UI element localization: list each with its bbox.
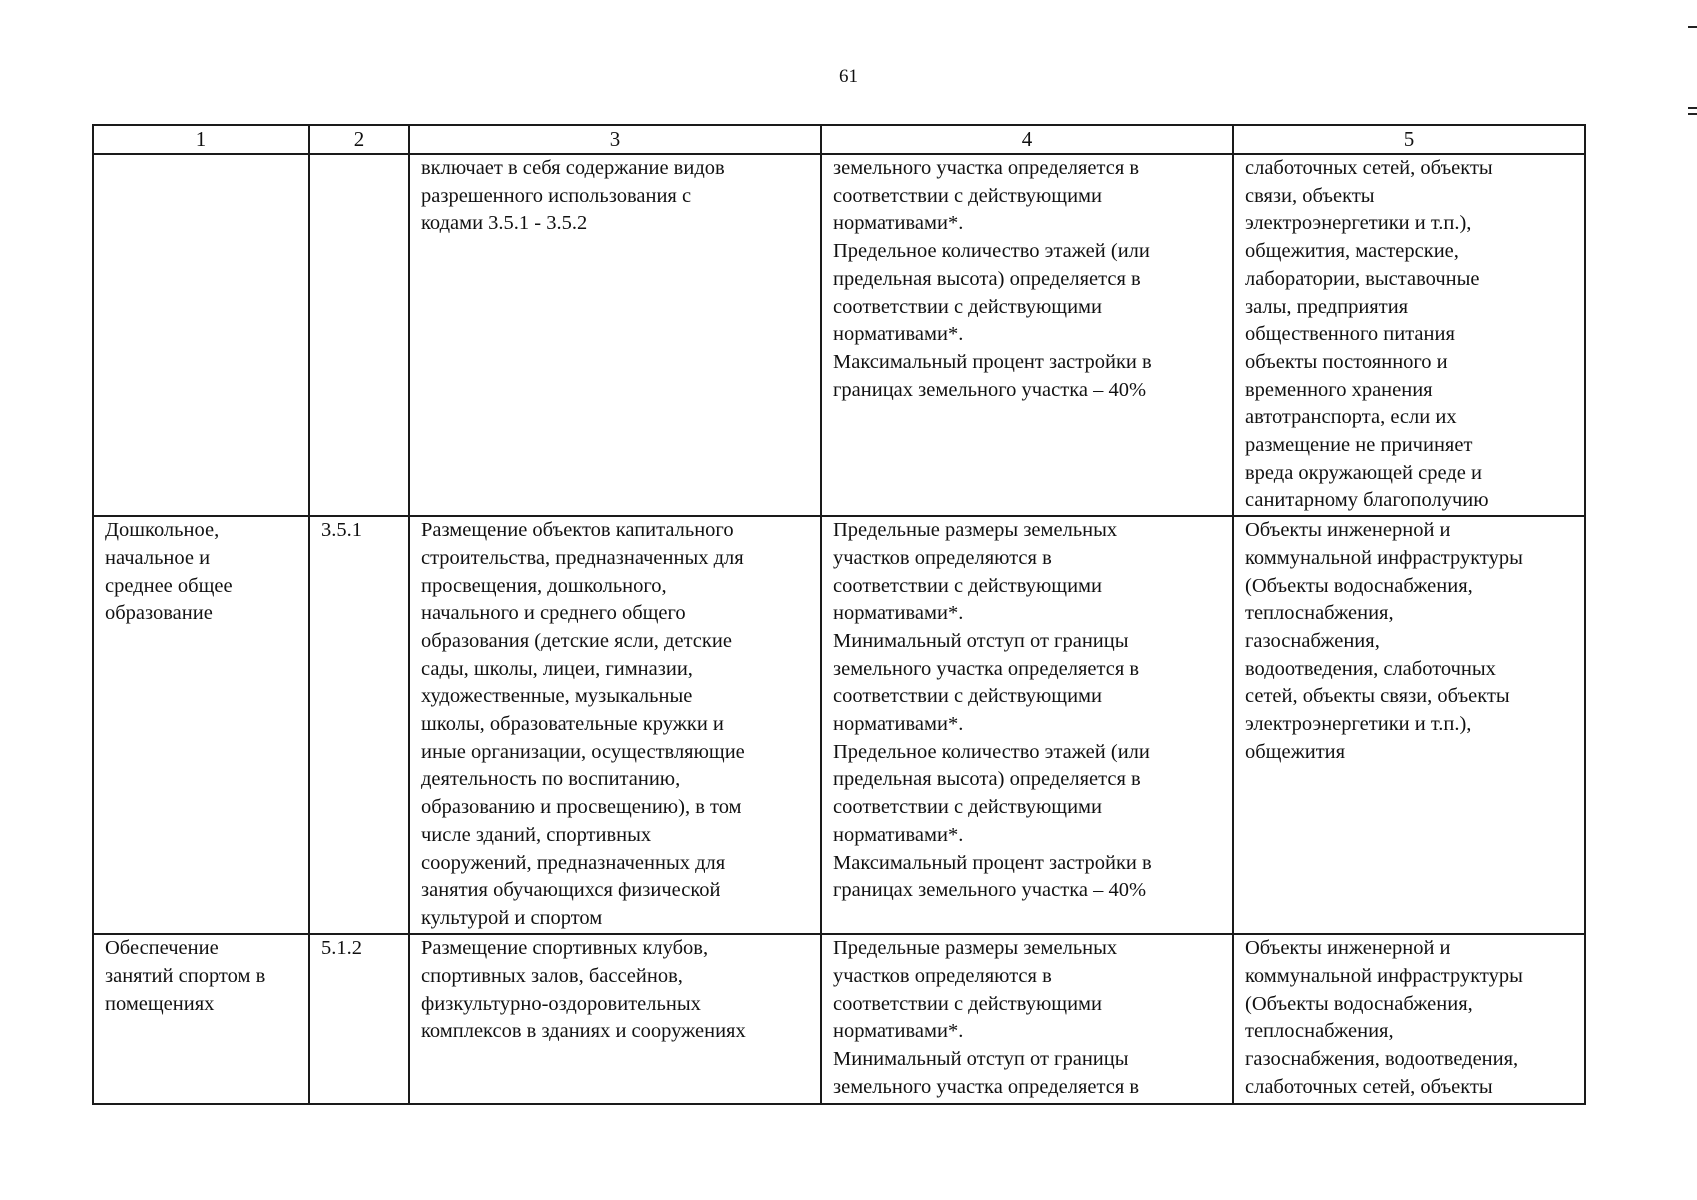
header-row bbox=[93, 125, 1585, 154]
auxiliary-uses-cell bbox=[1233, 516, 1585, 934]
auxiliary-uses-cell bbox=[1233, 154, 1585, 516]
text-line: Максимальный процент застройки в bbox=[833, 851, 1152, 874]
text-line: начальное и bbox=[105, 546, 211, 569]
text-line: связи, объекты bbox=[1245, 184, 1375, 207]
text-line: (Объекты водоснабжения, bbox=[1245, 992, 1473, 1015]
text-line: временного хранения bbox=[1245, 378, 1433, 401]
text-line: земельного участка определяется в bbox=[833, 657, 1140, 680]
text-line: коммунальной инфраструктуры bbox=[1245, 546, 1523, 569]
use-name-cell bbox=[93, 934, 309, 1104]
text-line: комплексов в зданиях и сооружениях bbox=[421, 1020, 746, 1043]
text-line: границах земельного участка – 40% bbox=[833, 879, 1147, 902]
text-line: санитарному благополучию bbox=[1245, 489, 1489, 512]
text-line: помещениях bbox=[105, 992, 215, 1015]
edge-mark bbox=[1688, 26, 1697, 28]
text-line: Минимальный отступ от границы bbox=[833, 629, 1129, 652]
text-line: Размещение спортивных клубов, bbox=[421, 937, 709, 960]
text-line: разрешенного использования с bbox=[421, 184, 692, 207]
text-line: границах земельного участка – 40% bbox=[833, 378, 1147, 401]
text-line: (Объекты водоснабжения, bbox=[1245, 574, 1473, 597]
text-line: участков определяются в bbox=[833, 964, 1052, 987]
text-line: газоснабжения, bbox=[1245, 629, 1380, 652]
parameters-cell bbox=[821, 934, 1233, 1104]
text-line: Предельные размеры земельных bbox=[833, 519, 1118, 542]
column-number-3: 3 bbox=[409, 125, 821, 154]
use-code-cell bbox=[309, 154, 409, 516]
zoning-table bbox=[92, 124, 1586, 1105]
page-number: 61 bbox=[839, 66, 858, 87]
column-number-4: 4 bbox=[821, 125, 1233, 154]
parameters-cell bbox=[821, 516, 1233, 934]
text-line: Дошкольное, bbox=[105, 519, 220, 542]
text-line: включает в себя содержание видов bbox=[421, 157, 725, 179]
text-line: среднее общее bbox=[105, 574, 233, 597]
text-line: образование bbox=[105, 602, 213, 625]
text-line: сооружений, предназначенных для bbox=[421, 851, 726, 874]
text-line: соответствии с действующими bbox=[833, 184, 1102, 207]
text-line: нормативами*. bbox=[833, 212, 964, 235]
auxiliary-uses-cell bbox=[1233, 934, 1585, 1104]
text-line: образованию и просвещению), в том bbox=[421, 796, 742, 819]
text-line: нормативами*. bbox=[833, 713, 964, 736]
text-line: строительства, предназначенных для bbox=[421, 546, 744, 569]
text-line: спортивных залов, бассейнов, bbox=[421, 964, 683, 987]
text-line: Обеспечение bbox=[105, 937, 219, 960]
text-line: Максимальный процент застройки в bbox=[833, 350, 1152, 373]
text-line: иные организации, осуществляющие bbox=[421, 740, 745, 763]
text-line: теплоснабжения, bbox=[1245, 602, 1394, 625]
use-code-cell bbox=[309, 516, 409, 934]
text-line: нормативами*. bbox=[833, 602, 964, 625]
text-line: лаборатории, выставочные bbox=[1245, 267, 1480, 290]
use-name-cell bbox=[93, 516, 309, 934]
text-line: Размещение объектов капитального bbox=[421, 519, 734, 542]
text-line: коммунальной инфраструктуры bbox=[1245, 964, 1523, 987]
text-line: сетей, объекты связи, объекты bbox=[1245, 685, 1510, 708]
use-description-cell bbox=[409, 934, 821, 1104]
use-name-cell bbox=[93, 154, 309, 516]
edge-mark bbox=[1688, 113, 1697, 115]
text-line: занятия обучающихся физической bbox=[421, 879, 721, 902]
column-number-1: 1 bbox=[93, 125, 309, 154]
text-line: кодами 3.5.1 - 3.5.2 bbox=[421, 212, 588, 235]
text-line: 5.1.2 bbox=[321, 937, 362, 960]
text-line: физкультурно-оздоровительных bbox=[421, 992, 701, 1015]
text-line: школы, образовательные кружки и bbox=[421, 713, 724, 736]
text-line: 3.5.1 bbox=[321, 519, 362, 542]
text-line: автотранспорта, если их bbox=[1245, 406, 1457, 429]
text-line: нормативами*. bbox=[833, 323, 964, 346]
text-line: общественного питания bbox=[1245, 323, 1455, 346]
text-line: залы, предприятия bbox=[1245, 295, 1409, 318]
text-line: предельная высота) определяется в bbox=[833, 768, 1141, 791]
text-line: участков определяются в bbox=[833, 546, 1052, 569]
text-line: общежития, мастерские, bbox=[1245, 240, 1459, 263]
table-row bbox=[93, 934, 1585, 1104]
text-line: газоснабжения, водоотведения, bbox=[1245, 1047, 1519, 1070]
text-line: теплоснабжения, bbox=[1245, 1020, 1394, 1043]
text-line: нормативами*. bbox=[833, 823, 964, 846]
text-line: электроэнергетики и т.п.), bbox=[1245, 713, 1472, 736]
text-line: художественные, музыкальные bbox=[421, 685, 693, 708]
text-line: соответствии с действующими bbox=[833, 992, 1102, 1015]
text-line: Объекты инженерной и bbox=[1245, 519, 1451, 542]
text-line: земельного участка определяется в bbox=[833, 1075, 1140, 1098]
text-line: объекты постоянного и bbox=[1245, 350, 1448, 373]
text-line: нормативами*. bbox=[833, 1020, 964, 1043]
text-line: электроэнергетики и т.п.), bbox=[1245, 212, 1472, 235]
parameters-cell bbox=[821, 154, 1233, 516]
text-line: водоотведения, слаботочных bbox=[1245, 657, 1496, 680]
text-line: деятельность по воспитанию, bbox=[421, 768, 681, 791]
text-line: просвещения, дошкольного, bbox=[421, 574, 667, 597]
text-line: соответствии с действующими bbox=[833, 685, 1102, 708]
text-line: соответствии с действующими bbox=[833, 574, 1102, 597]
column-number-2: 2 bbox=[309, 125, 409, 154]
text-line: культурой и спортом bbox=[421, 906, 603, 929]
use-code-cell bbox=[309, 934, 409, 1104]
text-line: образования (детские ясли, детские bbox=[421, 629, 732, 652]
text-line: размещение не причиняет bbox=[1245, 434, 1473, 457]
text-line: Предельные размеры земельных bbox=[833, 937, 1118, 960]
table-row bbox=[93, 154, 1585, 516]
text-line: Объекты инженерной и bbox=[1245, 937, 1451, 960]
text-line: сады, школы, лицеи, гимназии, bbox=[421, 657, 693, 680]
use-description-cell bbox=[409, 516, 821, 934]
text-line: соответствии с действующими bbox=[833, 295, 1102, 318]
use-description-cell bbox=[409, 154, 821, 516]
text-line: слаботочных сетей, объекты bbox=[1245, 157, 1493, 179]
table-row bbox=[93, 516, 1585, 934]
text-line: земельного участка определяется в bbox=[833, 157, 1140, 179]
text-line: предельная высота) определяется в bbox=[833, 267, 1141, 290]
text-line: начального и среднего общего bbox=[421, 602, 686, 625]
text-line: Предельное количество этажей (или bbox=[833, 240, 1150, 263]
edge-mark bbox=[1688, 107, 1697, 109]
text-line: числе зданий, спортивных bbox=[421, 823, 652, 846]
text-line: Минимальный отступ от границы bbox=[833, 1047, 1129, 1070]
text-line: Предельное количество этажей (или bbox=[833, 740, 1150, 763]
text-line: вреда окружающей среде и bbox=[1245, 461, 1482, 484]
text-line: слаботочных сетей, объекты bbox=[1245, 1075, 1493, 1098]
text-line: общежития bbox=[1245, 740, 1346, 763]
column-number-5: 5 bbox=[1233, 125, 1585, 154]
text-line: занятий спортом в bbox=[105, 964, 266, 987]
text-line: соответствии с действующими bbox=[833, 796, 1102, 819]
